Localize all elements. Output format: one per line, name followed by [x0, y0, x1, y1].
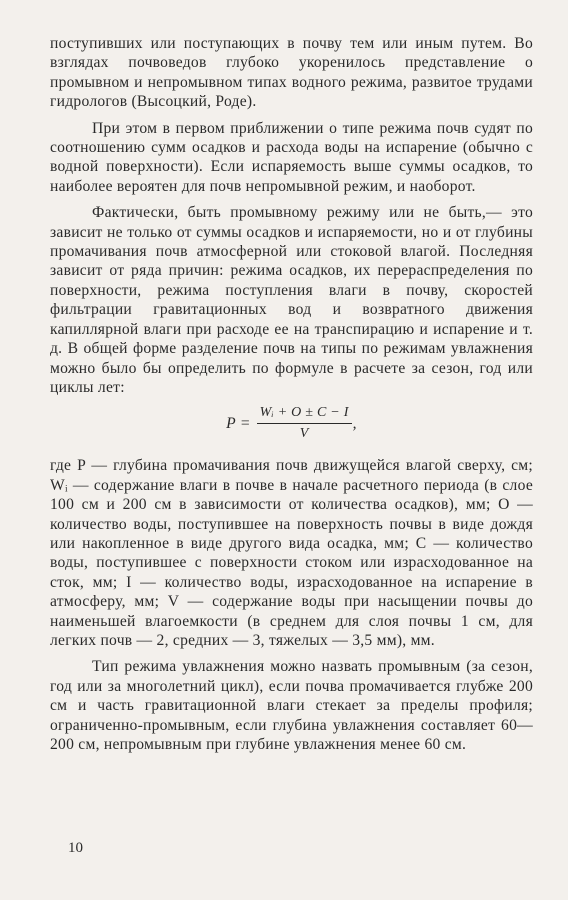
formula-fraction [257, 404, 352, 442]
paragraph-1: поступивших или поступающих в почву тем или иным путем. Во взглядах почвоведов глубоко укоренилось представление о промывном и непромывном типах водного режима, развитое трудами гидрологов (Высоцкий, Роде). [50, 35, 533, 111]
paragraph-5: Тип режима увлажнения можно назвать промывным (за сезон, год или за многолетний цикл), если почва промачивается глубже 200 см и часть гравитационной влаги стекает за пределы профиля; ограниченно-промывным, если глубина увлажнения составляет 60—200 см, непромывным при глубине увлажнения менее 60 см. [50, 658, 533, 753]
formula-numerator: Wᵢ + O ± C − I [257, 404, 352, 424]
formula-lhs: P = [226, 414, 251, 432]
formula-tail: , [352, 414, 357, 432]
formula [50, 404, 533, 442]
formula-denominator: V [299, 426, 309, 442]
paragraph-3: Фактически, быть промывному режиму или не быть,— это зависит не только от суммы осадков и испаряемости, но и от глубины промачивания почв атмосферной или стоковой влагой. Последняя зависит от ряда причин: режима осадков, их перераспределения по поверхности, режима поступления влаги в почву, скоростей фильтрации гравитационных вод и возвратного движения капиллярной влаги при расходе ее на транспирацию и испарение и т. д. В общей форме разделение почв на типы по режимам увлажнения можно было бы определить по формуле в расчете за сезон, год или циклы лет: [50, 204, 533, 396]
paragraph-4: где P — глубина промачивания почв движущейся влагой сверху, см; Wᵢ — содержание влаги в почве в начале расчетного периода (в слое 100 см и 200 см в зависимости от количества осадков), мм; O — количество воды, поступившее на поверхность почвы в виде дождя или накопленное в виде другого вида осадка, мм; C — количество воды, поступившее с поверхности стоком или израсходованное на сток, мм; I — количество воды, израсходованное на испарение в атмосферу, мм; V — содержание воды при насыщении почвы до наименьшей влагоемкости (в среднем для слоя почвы 1 см, для легких почв — 2, средних — 3, тяжелых — 3,5 мм), мм. [50, 457, 533, 649]
paragraph-2: При этом в первом приближении о типе режима почв судят по соотношению сумм осадков и расхода воды на испарение (обычно с водной поверхности). Если испаряемость выше суммы осадков, то наиболее вероятен для почв непромывной режим, и наоборот. [50, 119, 533, 195]
page-number: 10 [68, 840, 83, 856]
text-column [50, 34, 533, 761]
